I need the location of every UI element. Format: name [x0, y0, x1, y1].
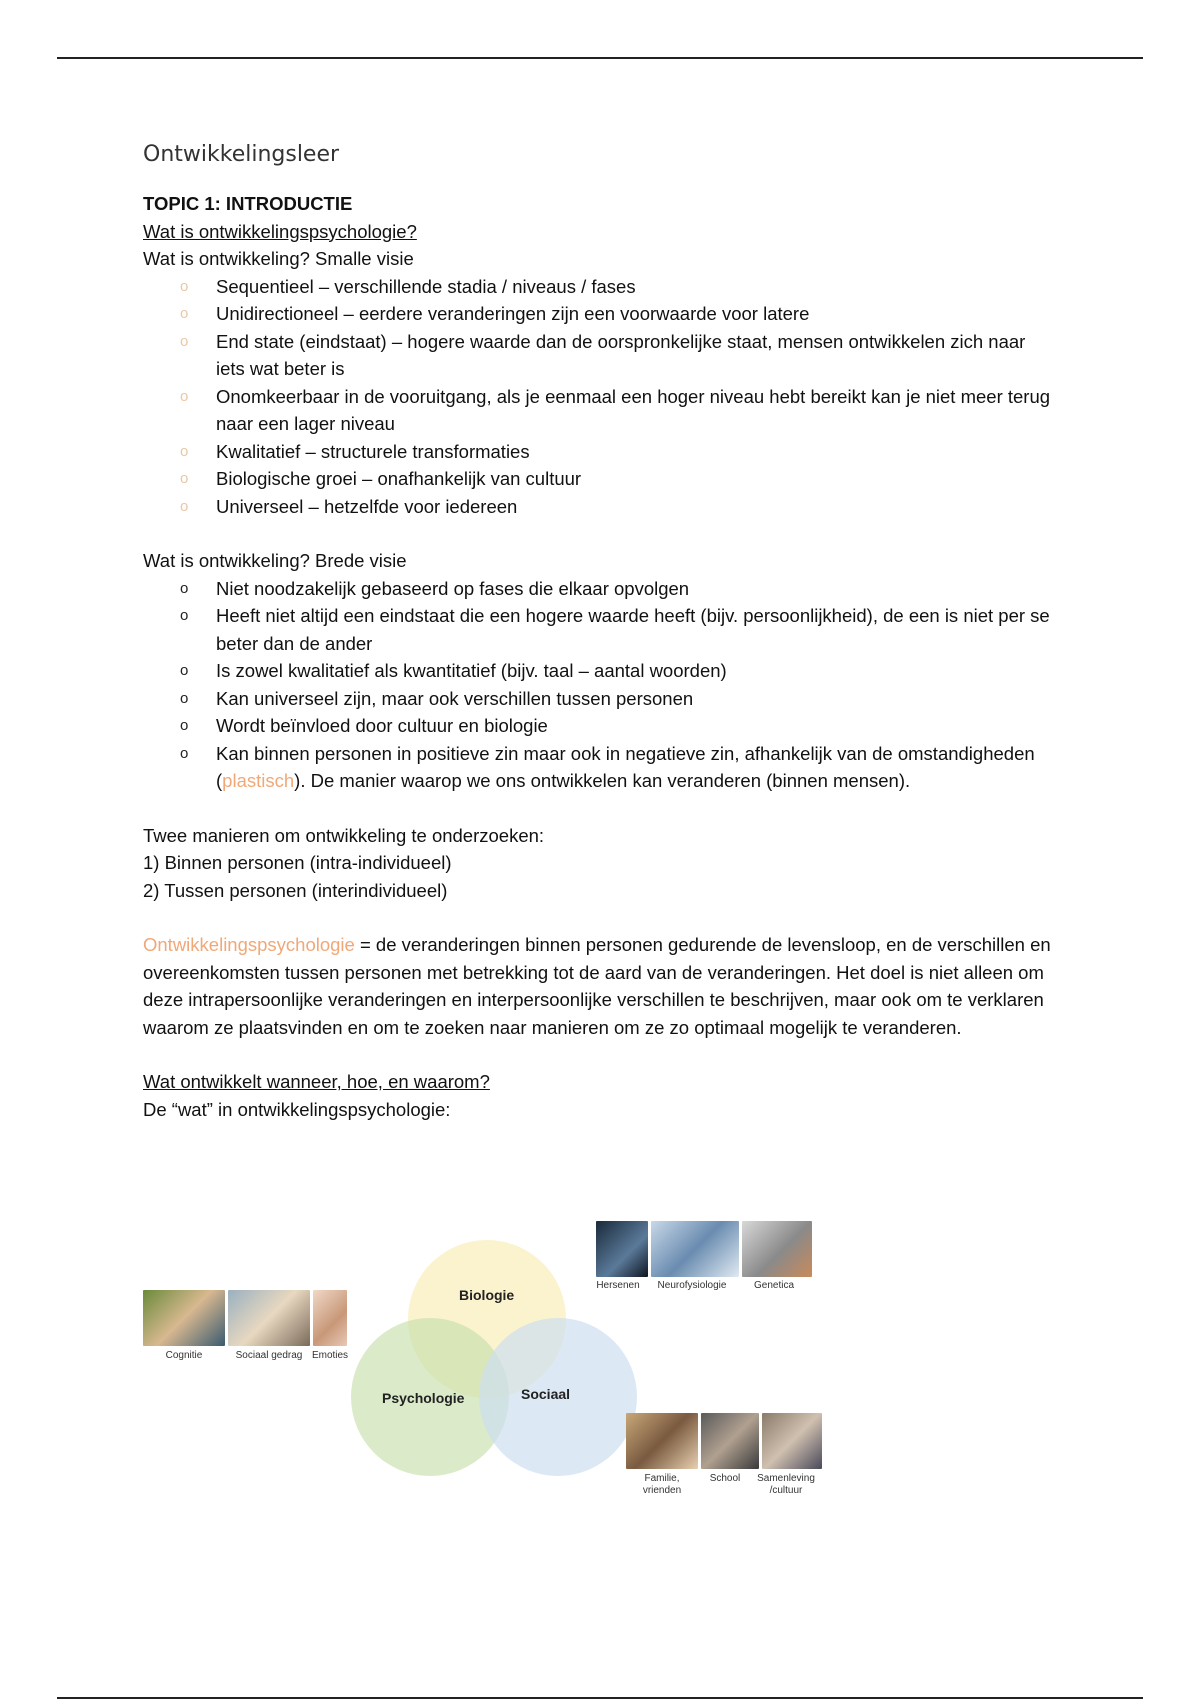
list-item: o Niet noodzakelijk gebaseerd op fases die elkaar opvolgen — [216, 575, 1053, 603]
familie-photo — [626, 1413, 698, 1469]
bullet-icon: o — [180, 607, 189, 624]
caption-neurofysiologie: Neurofysiologie — [657, 1280, 727, 1291]
caption-cognitie: Cognitie — [165, 1350, 203, 1361]
list-item: o Wordt beïnvloed door cultuur en biologie — [216, 712, 1053, 740]
section-heading-1: Wat is ontwikkelingspsychologie? — [143, 220, 417, 242]
two-ways-heading: Twee manieren om ontwikkeling te onderzoeken: — [143, 824, 545, 846]
highlight-term: plastisch — [222, 770, 295, 791]
document-body — [143, 140, 1053, 1123]
definition-term: Ontwikkelingspsychologie — [143, 934, 355, 955]
bullet-icon: o — [180, 470, 189, 487]
bullet-icon: o — [180, 744, 189, 762]
label-biologie: Biologie — [459, 1287, 515, 1303]
cognitie-photo — [143, 1290, 225, 1346]
footer-rule — [57, 1697, 1143, 1699]
list-item: o Kwalitatief – structurele transformaties — [216, 438, 1053, 466]
school-photo — [701, 1413, 759, 1469]
list-item: o Kan universeel zijn, maar ook verschillen tussen personen — [216, 685, 1053, 713]
psychologie-photos — [143, 1290, 347, 1346]
bullet-icon: o — [180, 442, 189, 460]
narrow-view-list — [143, 273, 1053, 521]
bullet-icon: o — [180, 689, 189, 707]
dna-photo — [651, 1221, 739, 1277]
list-item: o Heeft niet altijd een eindstaat die een hogere waarde heeft (bijv. persoonlijkheid), de een is niet per se beter dan de ander — [216, 602, 1053, 657]
two-ways-item-2: 2) Tussen personen (interindividueel) — [143, 879, 448, 901]
bullet-icon: o — [180, 332, 189, 350]
venn-diagram — [143, 1215, 843, 1515]
bullet-icon: o — [180, 305, 189, 322]
biologie-photos — [596, 1221, 812, 1277]
section-subheading: De “wat” in ontwikkelingspsychologie: — [143, 1098, 451, 1120]
header-rule — [57, 57, 1143, 59]
caption-school: School — [709, 1473, 741, 1484]
label-sociaal: Sociaal — [521, 1386, 571, 1402]
bullet-icon: o — [180, 497, 189, 515]
list-item: o Is zowel kwalitatief als kwantitatief (bijv. taal – aantal woorden) — [216, 657, 1053, 685]
caption-hersenen: Hersenen — [596, 1280, 640, 1291]
bullet-icon: o — [180, 579, 189, 597]
caption-familie: Familie, vrienden — [642, 1473, 682, 1496]
emoties-photo — [313, 1290, 347, 1346]
definition-paragraph: Ontwikkelingspsychologie = de veranderingen binnen personen gedurende de levensloop, en de verschillen en overeenkomsten tussen personen met betrekking tot de aard van de veranderingen. Het doel is niet alleen om deze intrapersoonlijke veranderingen en interpersoonlijke verschillen te beschrijven, maar ook om te verklaren waarom ze plaatsvinden en om te zoeken naar manieren om ze zo optimaal mogelijk te veranderen. — [143, 934, 1051, 1038]
section-heading-2: Wat ontwikkelt wanneer, hoe, en waarom? — [143, 1071, 490, 1092]
caption-genetica: Genetica — [753, 1280, 795, 1291]
sociaal-photos — [626, 1413, 822, 1469]
list-item: o Unidirectioneel – eerdere veranderingen zijn een voorwaarde voor latere — [216, 300, 1053, 328]
broad-view-heading: Wat is ontwikkeling? Brede visie — [143, 550, 407, 571]
caption-emoties: Emoties — [311, 1350, 349, 1361]
two-ways-item-1: 1) Binnen personen (intra-individueel) — [143, 852, 452, 873]
list-item: o Universeel – hetzelfde voor iedereen — [216, 493, 1053, 521]
list-item: o Biologische groei – onafhankelijk van cultuur — [216, 465, 1053, 493]
broad-view-list — [143, 575, 1053, 795]
caption-samenleving: Samenleving /cultuur — [757, 1473, 815, 1496]
samenleving-photo — [762, 1413, 822, 1469]
label-psychologie: Psychologie — [382, 1390, 465, 1406]
bullet-icon: o — [180, 387, 189, 405]
topic-heading: TOPIC 1: INTRODUCTIE — [143, 193, 353, 214]
sociaal-gedrag-photo — [228, 1290, 310, 1346]
bullet-icon: o — [180, 277, 189, 295]
bullet-icon: o — [180, 717, 189, 734]
brain-photo — [596, 1221, 648, 1277]
list-item: o Onomkeerbaar in de vooruitgang, als je eenmaal een hoger niveau hebt bereikt kan je niet meer terug naar een lager niveau — [216, 383, 1053, 438]
bullet-icon: o — [180, 662, 189, 679]
neuron-photo — [742, 1221, 812, 1277]
list-item: o End state (eindstaat) – hogere waarde dan de oorspronkelijke staat, mensen ontwikkelen zich naar iets wat beter is — [216, 328, 1053, 383]
narrow-view-heading: Wat is ontwikkeling? Smalle visie — [143, 248, 414, 269]
caption-sociaal-gedrag: Sociaal gedrag — [235, 1350, 303, 1361]
document-title: Ontwikkelingsleer — [143, 142, 340, 167]
list-item: o Kan binnen personen in positieve zin maar ook in negatieve zin, afhankelijk van de omstandigheden (plastisch). De manier waarop we ons ontwikkelen kan veranderen (binnen mensen). — [216, 740, 1053, 795]
list-item: o Sequentieel – verschillende stadia / niveaus / fases — [216, 273, 1053, 301]
